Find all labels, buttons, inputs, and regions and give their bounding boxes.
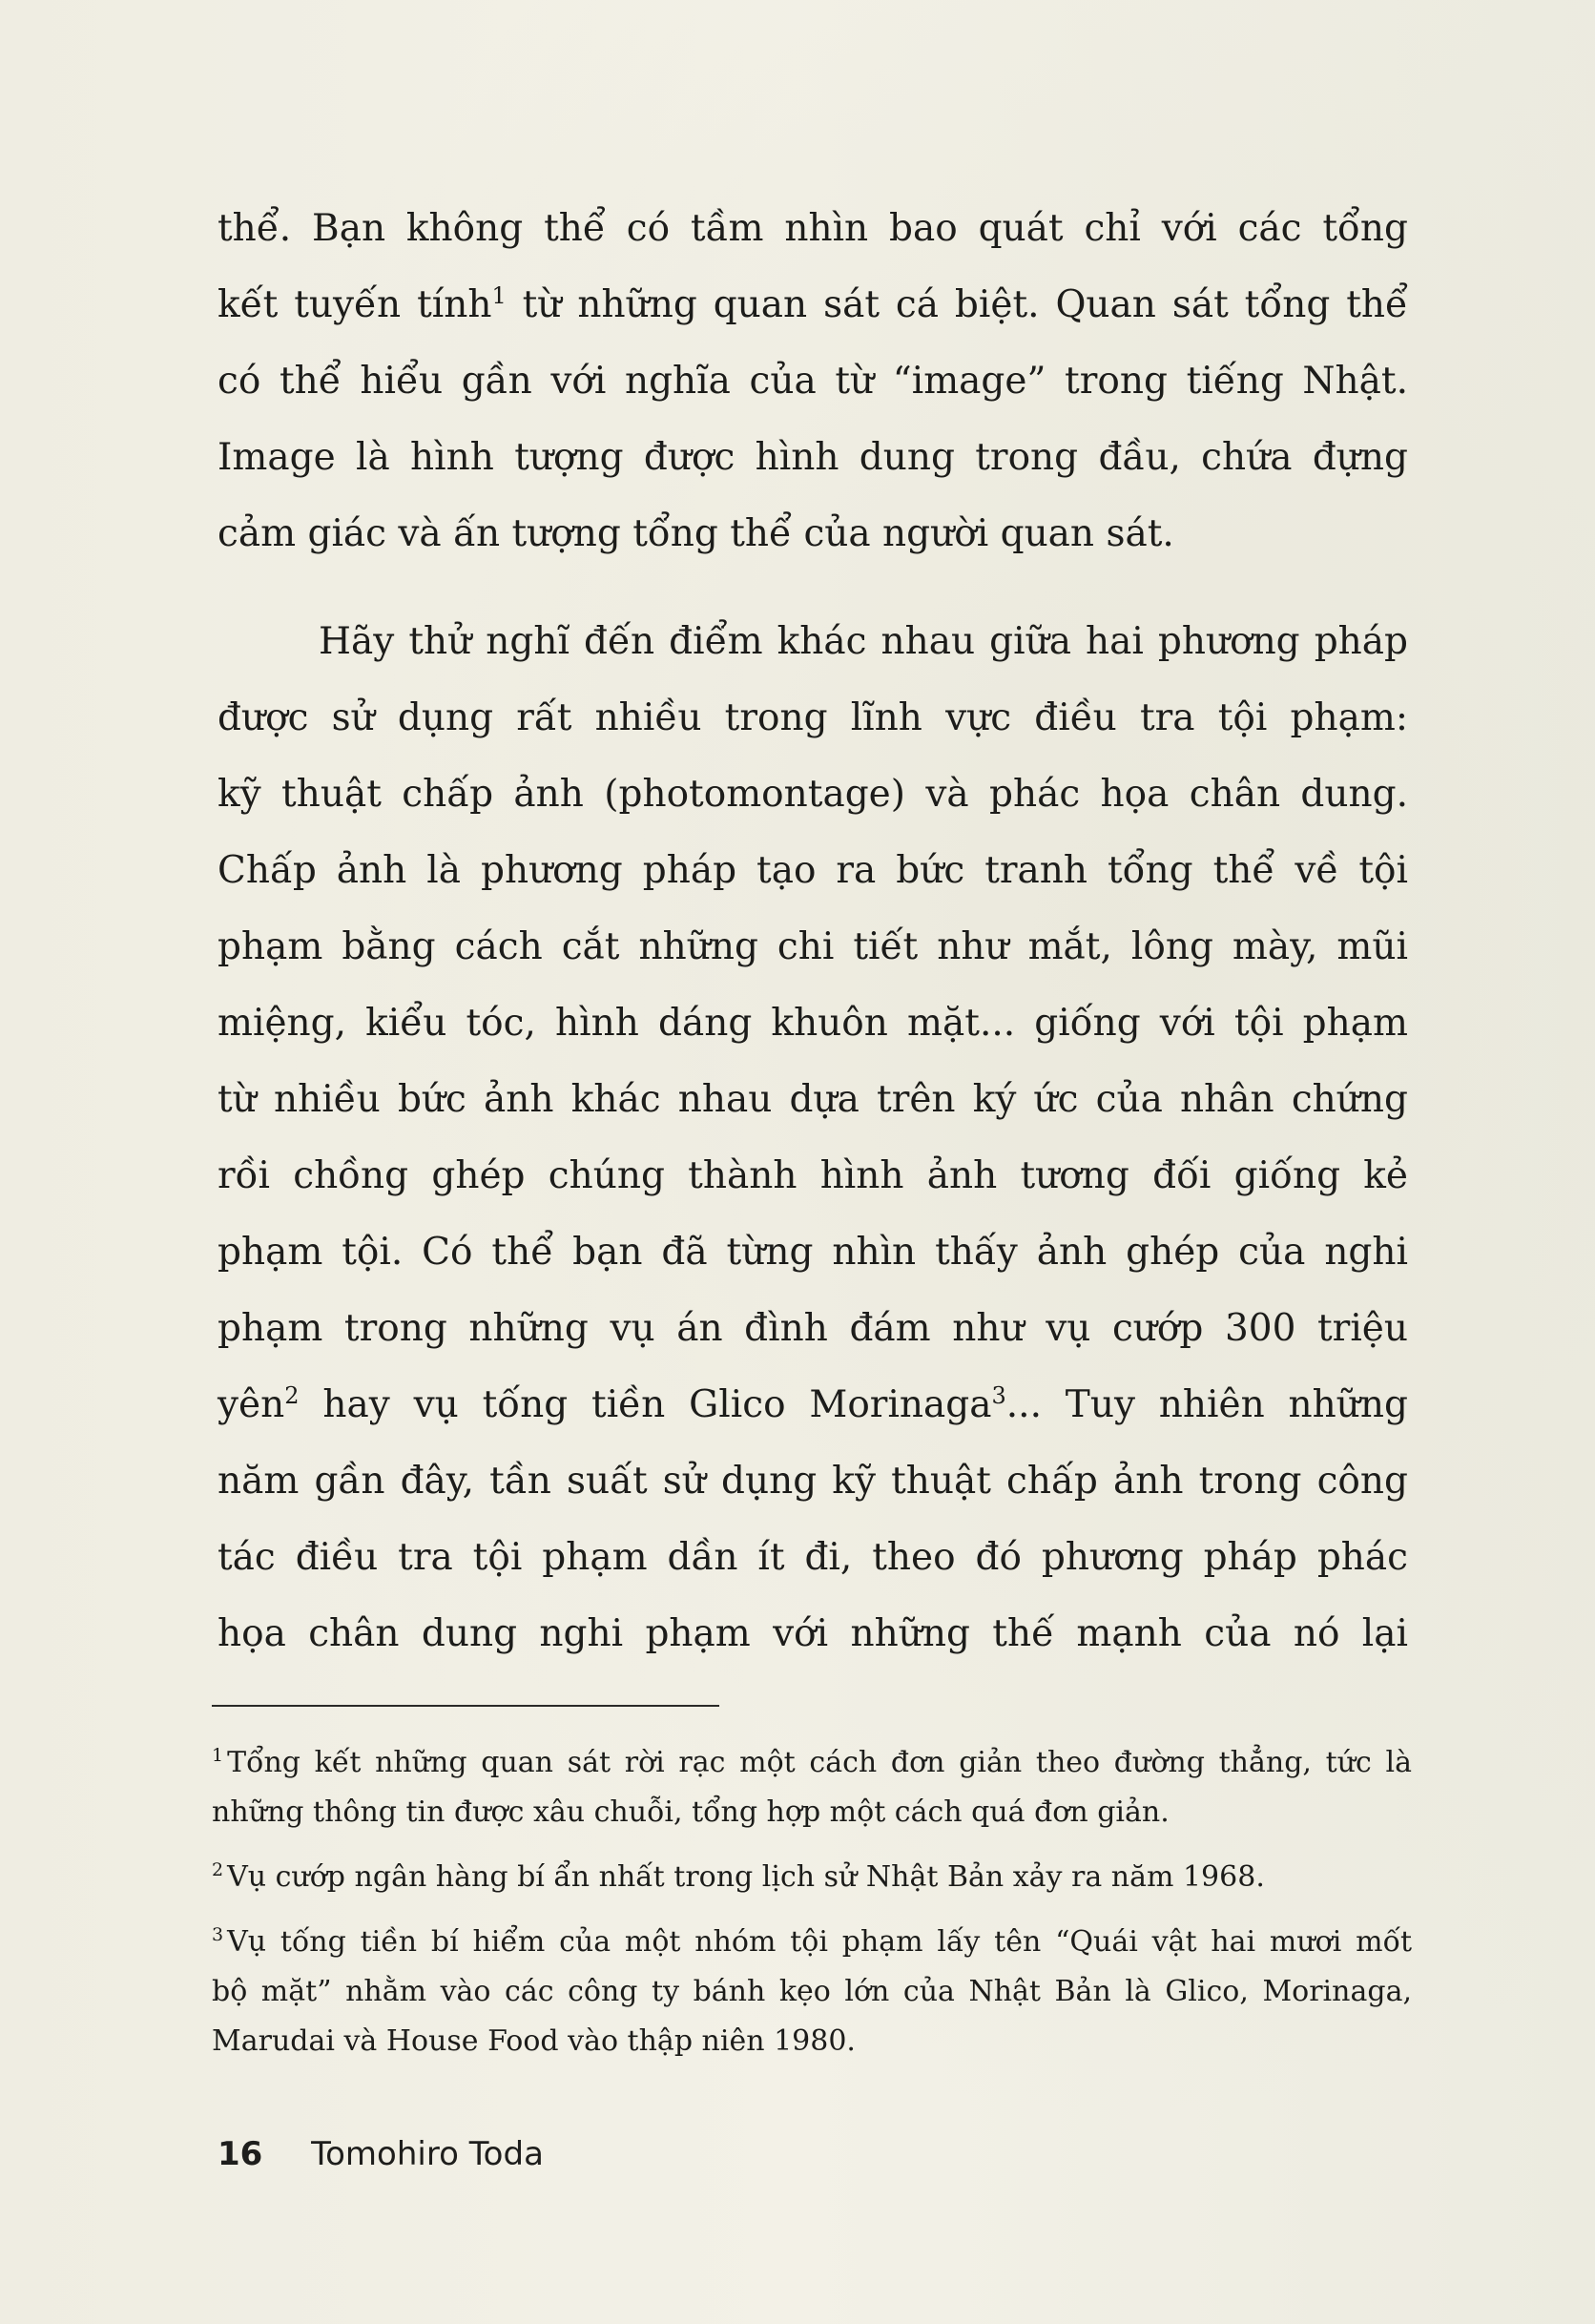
- footnote-ref: 3: [991, 1382, 1006, 1409]
- page-footer: [218, 2135, 544, 2173]
- paragraph-line: yên$^2$ hay vụ tống tiền Glico Morinaga$^3$... Tuy nhiên những: [218, 1382, 1408, 1426]
- paragraph-line: Chấp ảnh là phương pháp tạo ra bức tranh tổng thể về tội: [218, 849, 1408, 892]
- footnote-number: 2: [212, 1859, 224, 1880]
- paragraph-line: rồi chồng ghép chúng thành hình ảnh tương đối giống kẻ: [218, 1154, 1408, 1197]
- body-text: [218, 191, 1408, 1672]
- paragraph-line: tác điều tra tội phạm dần ít đi, theo đó phương pháp phác: [218, 1536, 1408, 1579]
- page-number: 16: [218, 2135, 263, 2173]
- paragraph-line: từ nhiều bức ảnh khác nhau dựa trên ký ức của nhân chứng: [218, 1078, 1408, 1121]
- paragraph-line: cảm giác và ấn tượng tổng thể của người quan sát.: [218, 512, 1174, 555]
- paragraph-line: năm gần đây, tần suất sử dụng kỹ thuật chấp ảnh trong công: [218, 1460, 1408, 1503]
- paragraph-line: thể. Bạn không thể có tầm nhìn bao quát chỉ với các tổng: [218, 207, 1408, 250]
- footnote-ref: 2: [284, 1382, 300, 1409]
- paragraph-line: được sử dụng rất nhiều trong lĩnh vực điều tra tội phạm:: [218, 696, 1408, 739]
- footnotes: [212, 1738, 1412, 2066]
- paragraph-line: phạm tội. Có thể bạn đã từng nhìn thấy ảnh ghép của nghi: [218, 1231, 1408, 1274]
- paragraph-line: có thể hiểu gần với nghĩa của từ “image” trong tiếng Nhật.: [218, 360, 1408, 403]
- paragraph-line: phạm bằng cách cắt những chi tiết như mắt, lông mày, mũi: [218, 925, 1408, 968]
- footnote-gap: [212, 1902, 1412, 1918]
- footnote-ref: 1: [491, 282, 507, 309]
- paragraph-line: Image là hình tượng được hình dung trong đầu, chứa đựng: [218, 436, 1408, 479]
- footnote-number: 1: [212, 1745, 224, 1766]
- paragraph-gap: [218, 572, 1408, 604]
- footnote-divider: [212, 1705, 719, 1707]
- footnote-line: những thông tin được xâu chuỗi, tổng hợp một cách quá đơn giản.: [212, 1795, 1170, 1829]
- paragraph-line: phạm trong những vụ án đình đám như vụ cướp 300 triệu: [218, 1307, 1408, 1350]
- footnote-number: 3: [212, 1924, 224, 1945]
- footnote-line: Marudai và House Food vào thập niên 1980.: [212, 2024, 856, 2058]
- author-name: Tomohiro Toda: [311, 2135, 544, 2173]
- footnote-line: $^1$ Tổng kết những quan sát rời rạc một cách đơn giản theo đường thẳng, tức là: [212, 1745, 1412, 1779]
- paragraph-line: kỹ thuật chấp ảnh (photomontage) và phác họa chân dung.: [218, 773, 1408, 816]
- footnote-line: $^2$ Vụ cướp ngân hàng bí ẩn nhất trong lịch sử Nhật Bản xảy ra năm 1968.: [212, 1859, 1265, 1894]
- paragraph-line: kết tuyến tính$^1$ từ những quan sát cá biệt. Quan sát tổng thể: [218, 282, 1408, 326]
- footnote-line: $^3$ Vụ tống tiền bí hiểm của một nhóm tội phạm lấy tên “Quái vật hai mươi mốt: [212, 1924, 1412, 1959]
- footnote-line: bộ mặt” nhằm vào các công ty bánh kẹo lớn của Nhật Bản là Glico, Morinaga,: [212, 1975, 1412, 2008]
- footnote-gap: [212, 1837, 1412, 1853]
- paragraph-line: miệng, kiểu tóc, hình dáng khuôn mặt... giống với tội phạm: [218, 1002, 1408, 1045]
- paragraph-line: họa chân dung nghi phạm với những thế mạnh của nó lại: [218, 1612, 1408, 1655]
- paragraph-line: Hãy thử nghĩ đến điểm khác nhau giữa hai phương pháp: [319, 620, 1408, 663]
